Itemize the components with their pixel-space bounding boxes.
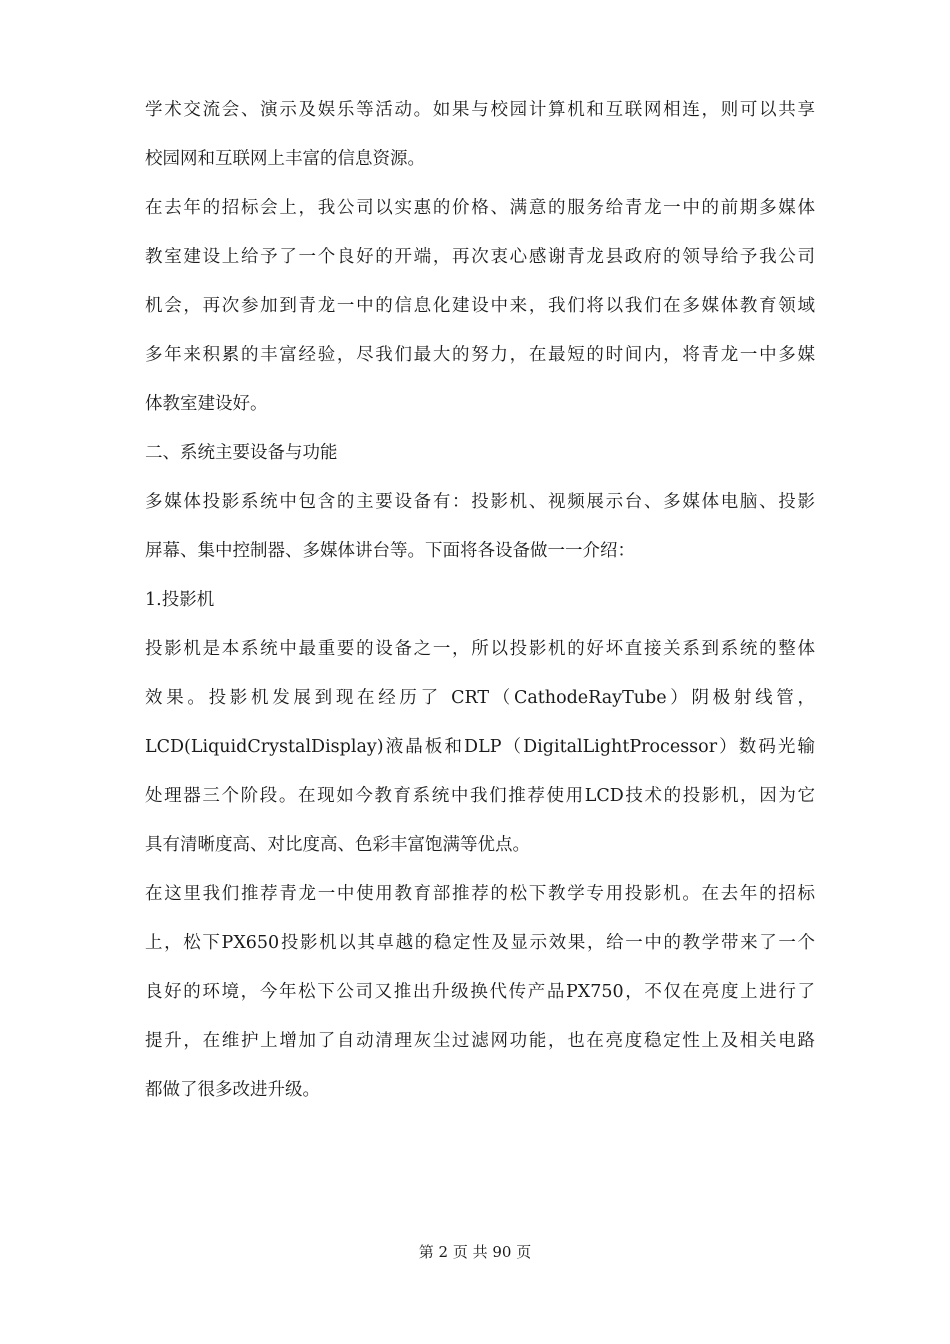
text-line: 机会，再次参加到青龙一中的信息化建设中来，我们将以我们在多媒体教育领域 [145, 296, 815, 316]
text-line: 多媒体投影系统中包含的主要设备有：投影机、视频展示台、多媒体电脑、投影 [145, 492, 815, 512]
text-line: 投影机是本系统中最重要的设备之一，所以投影机的好坏直接关系到系统的整体 [145, 639, 815, 659]
text-line: 屏幕、集中控制器、多媒体讲台等。下面将各设备做一一介绍： [145, 541, 635, 561]
document-body [145, 92, 815, 1121]
text-line: 良好的环境，今年松下公司又推出升级换代传产品PX750，不仅在亮度上进行了 [145, 982, 815, 1002]
page-number-footer: 第 2 页 共 90 页 [418, 1243, 532, 1261]
text-line: 在这里我们推荐青龙一中使用教育部推荐的松下教学专用投影机。在去年的招标 [145, 884, 815, 904]
text-line: 提升，在维护上增加了自动清理灰尘过滤网功能，也在亮度稳定性上及相关电路 [145, 1031, 815, 1051]
subsection-heading: 1.投影机 [145, 590, 215, 610]
text-line: 效果。投影机发展到现在经历了 CRT（CathodeRayTube）阴极射线管， [145, 688, 815, 708]
text-line: 具有清晰度高、对比度高、色彩丰富饱满等优点。 [145, 835, 530, 855]
text-line: 教室建设上给予了一个良好的开端，再次衷心感谢青龙县政府的领导给予我公司 [145, 247, 815, 267]
text-line: 学术交流会、演示及娱乐等活动。如果与校园计算机和互联网相连，则可以共享 [145, 100, 815, 120]
text-line: 校园网和互联网上丰富的信息资源。 [145, 149, 425, 169]
text-line: 多年来积累的丰富经验，尽我们最大的努力，在最短的时间内，将青龙一中多媒 [145, 345, 815, 365]
text-line: LCD(LiquidCrystalDisplay)液晶板和DLP（DigitalLightProcessor）数码光输 [145, 737, 815, 757]
section-heading: 二、系统主要设备与功能 [145, 443, 338, 463]
text-line: 上，松下PX650投影机以其卓越的稳定性及显示效果，给一中的教学带来了一个 [145, 933, 815, 953]
text-line: 处理器三个阶段。在现如今教育系统中我们推荐使用LCD技术的投影机，因为它 [145, 786, 815, 806]
text-line: 都做了很多改进升级。 [145, 1080, 320, 1100]
text-line: 体教室建设好。 [145, 394, 268, 414]
text-line: 在去年的招标会上，我公司以实惠的价格、满意的服务给青龙一中的前期多媒体 [145, 198, 815, 218]
